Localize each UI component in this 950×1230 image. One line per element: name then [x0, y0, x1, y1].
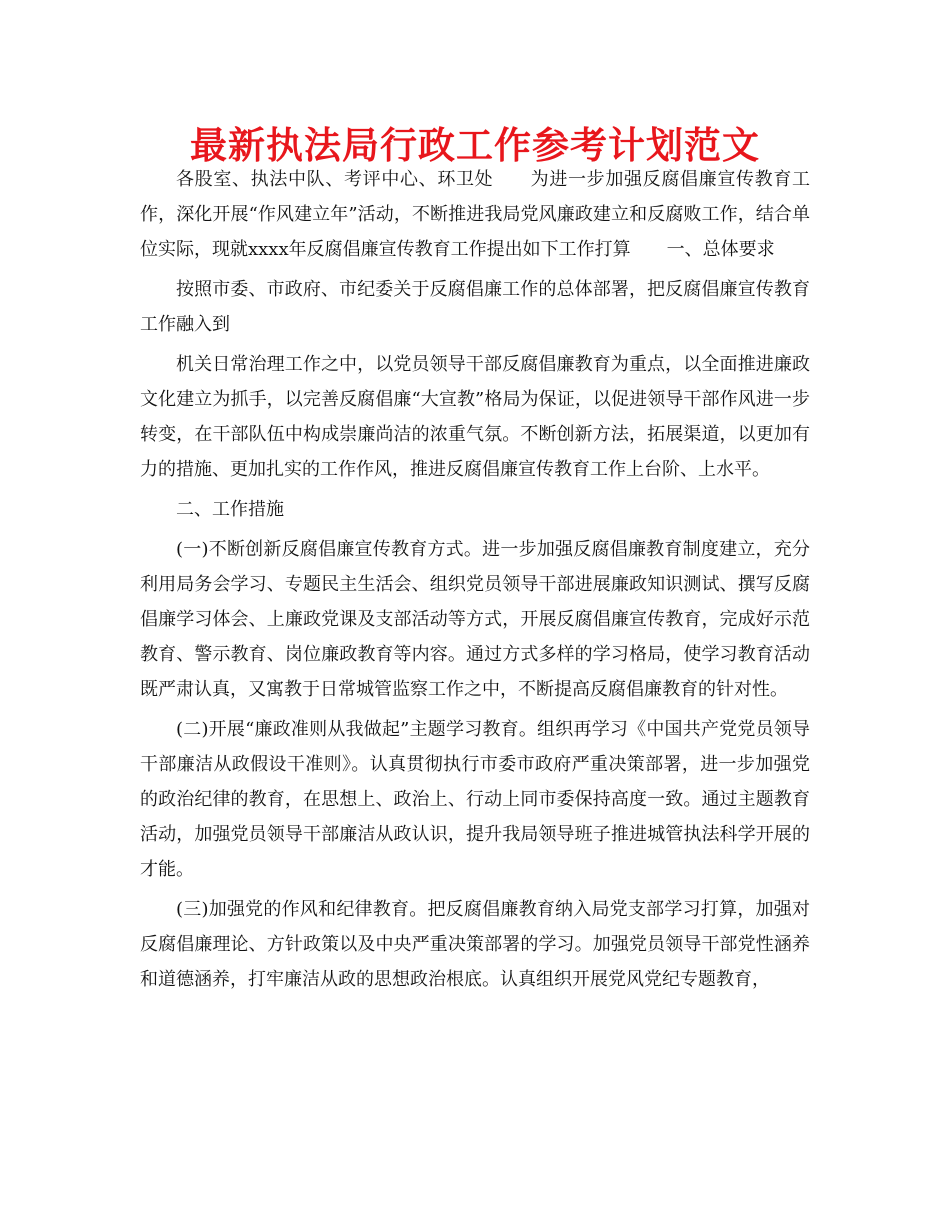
paragraph-daily-governance: 机关日常治理工作之中，以党员领导干部反腐倡廉教育为重点，以全面推进廉政文化建立为抓手，以完善反腐倡廉“大宣教”格局为保证，以促进领导干部作风进一步转变，在干部队伍中构成崇廉尚洁的浓重气氛。不断创新方法，拓展渠道，以更加有力的措施、更加扎实的工作作风，推进反腐倡廉宣传教育工作上台阶、上水平。 — [140, 354, 810, 480]
paragraph-measure-one: (一)不断创新反腐倡廉宣传教育方式。进一步加强反腐倡廉教育制度建立，充分利用局务会学习、专题民主生活会、组织党员领导干部进展廉政知识测试、撰写反腐倡廉学习体会、上廉政党课及支部活动等方式，开展反腐倡廉宣传教育，完成好示范教育、警示教育、岗位廉政教育等内容。通过方式多样的学习格局，使学习教育活动既严肃认真，又寓教于日常城管监察工作之中，不断提高反腐倡廉教育的针对性。 — [140, 539, 810, 700]
paragraph-general-requirements: 按照市委、市政府、市纪委关于反腐倡廉工作的总体部署，把反腐倡廉宣传教育工作融入到 — [140, 279, 810, 335]
document-body — [140, 162, 810, 997]
paragraph-measure-two: (二)开展“廉政准则从我做起”主题学习教育。组织再学习《中国共产党党员领导干部廉洁从政假设干准则》。认真贯彻执行市委市政府严重决策部署，进一步加强党的政治纪律的教育，在思想上、政治上、行动上同市委保持高度一致。通过主题教育活动，加强党员领导干部廉洁从政认识，提升我局领导班子推进城管执法科学开展的才能。 — [140, 719, 810, 880]
document-title: 最新执法局行政工作参考计划范文 — [190, 124, 760, 167]
paragraph-intro: 各股室、执法中队、考评中心、环卫处 为进一步加强反腐倡廉宣传教育工作，深化开展“作风建立年”活动，不断推进我局党风廉政建立和反腐败工作，结合单位实际，现就xxxx年反腐倡廉宣传教育工作提出如下工作打算 一、总体要求 — [140, 169, 810, 260]
paragraph-measure-three: (三)加强党的作风和纪律教育。把反腐倡廉教育纳入局党支部学习打算，加强对反腐倡廉理论、方针政策以及中央严重决策部署的学习。加强党员领导干部党性涵养和道德涵养，打牢廉洁从政的思想政治根底。认真组织开展党风党纪专题教育， — [140, 899, 810, 990]
section-heading-work-measures: 二、工作措施 — [176, 499, 284, 520]
